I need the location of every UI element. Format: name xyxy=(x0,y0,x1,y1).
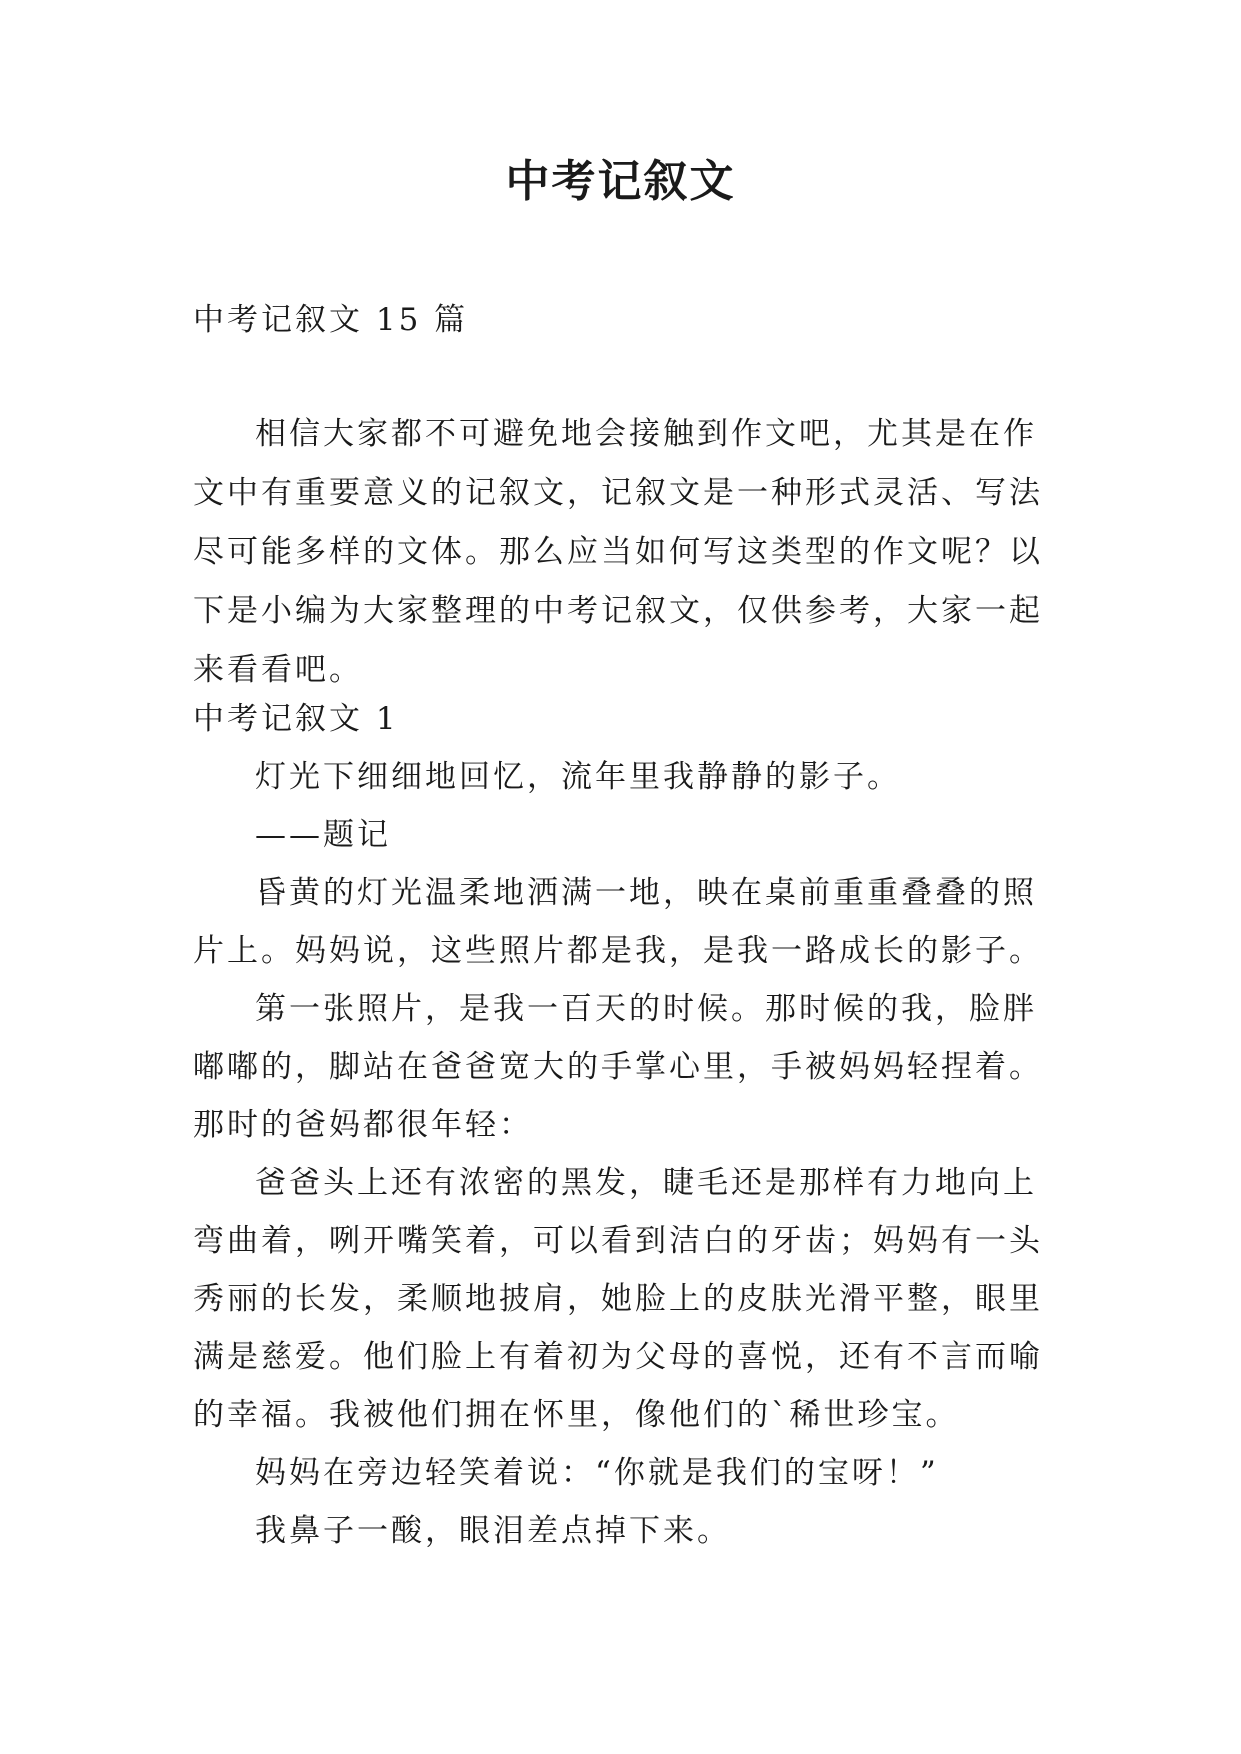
essay-paragraph: 灯光下细细地回忆，流年里我静静的影子。 xyxy=(255,759,901,795)
essay-paragraph: 妈妈在旁边轻笑着说：“你就是我们的宝呀！” xyxy=(255,1455,939,1491)
essay-paragraph: 第一张照片，是我一百天的时候。那时候的我，脸胖嘟嘟的，脚站在爸爸宽大的手掌心里，手被妈妈轻捏着。那时的爸妈都很年轻： xyxy=(193,991,1043,1143)
essay-section xyxy=(193,690,1063,1560)
essay-epigraph-attribution: ——题记 xyxy=(255,817,391,853)
essay-paragraph: 我鼻子一酸，眼泪差点掉下来。 xyxy=(255,1513,731,1549)
essay-paragraph: 昏黄的灯光温柔地洒满一地，映在桌前重重叠叠的照片上。妈妈说，这些照片都是我，是我一路成长的影子。 xyxy=(193,875,1043,969)
intro-paragraph: 相信大家都不可避免地会接触到作文吧，尤其是在作文中有重要意义的记叙文，记叙文是一种形式灵活、写法尽可能多样的文体。那么应当如何写这类型的作文呢？以下是小编为大家整理的中考记叙文，仅供参考，大家一起来看看吧。 xyxy=(193,416,1043,688)
essay-paragraph: 爸爸头上还有浓密的黑发，睫毛还是那样有力地向上弯曲着，咧开嘴笑着，可以看到洁白的牙齿；妈妈有一头秀丽的长发，柔顺地披肩，她脸上的皮肤光滑平整，眼里满是慈爱。他们脸上有着初为父母的喜悦，还有不言而喻的幸福。我被他们拥在怀里，像他们的`稀世珍宝。 xyxy=(193,1165,1043,1433)
document-subtitle: 中考记叙文 15 篇 xyxy=(193,302,469,338)
document-title: 中考记叙文 xyxy=(505,156,736,207)
essay-heading: 中考记叙文 1 xyxy=(193,701,399,737)
